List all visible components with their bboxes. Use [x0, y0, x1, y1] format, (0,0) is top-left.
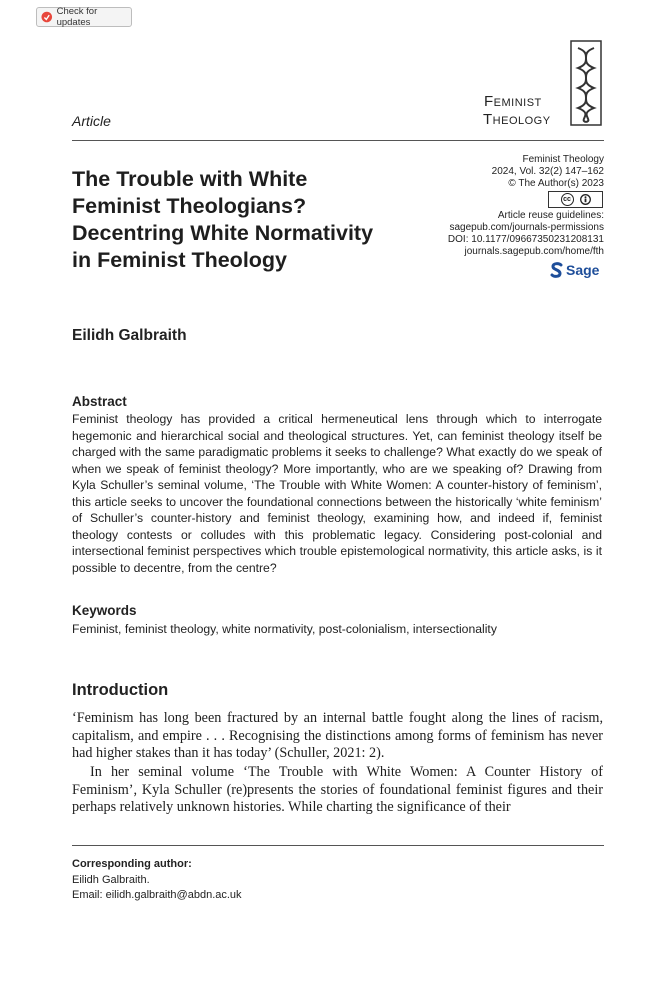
journal-name: Feminist Theology — [522, 154, 604, 165]
abstract-heading: Abstract — [72, 394, 127, 409]
cc-icon: cc — [561, 193, 574, 206]
sage-logo-icon — [550, 262, 563, 278]
title-line: Feminist Theologians? — [72, 194, 307, 218]
keywords-heading: Keywords — [72, 603, 137, 618]
article-type-label: Article — [72, 113, 111, 129]
reuse-guidelines-link[interactable]: sagepub.com/journals-permissions — [449, 222, 604, 233]
update-badge-icon — [41, 11, 53, 23]
journal-logo-line2: Theology — [483, 111, 551, 128]
journal-volume: 2024, Vol. 32(2) 147–162 — [491, 166, 604, 177]
journal-logo-line1: Feminist — [484, 93, 542, 110]
introduction-heading: Introduction — [72, 681, 169, 699]
introduction-paragraph: In her seminal volume ‘The Trouble with White Women: A Counter History of Feminism’, Kyla Schuller (re)presents the stories of foundational feminist figures and their perhaps relatively unknown histories. While charting the significance of their — [72, 764, 603, 816]
header-divider — [72, 140, 604, 141]
corresponding-author-heading: Corresponding author: — [72, 858, 192, 870]
title-line: The Trouble with White — [72, 167, 308, 191]
corresponding-author-name: Eilidh Galbraith. — [72, 874, 150, 886]
creative-commons-badge — [548, 191, 603, 208]
footer-divider — [72, 845, 604, 846]
journal-logo-knot-icon — [570, 40, 602, 126]
copyright-notice: © The Author(s) 2023 — [508, 178, 604, 189]
reuse-guidelines-label: Article reuse guidelines: — [497, 210, 604, 221]
sage-logo-text: Sage — [566, 262, 600, 278]
keywords-text: Feminist, feminist theology, white normativity, post-colonialism, intersectionality — [72, 622, 497, 636]
doi-link[interactable]: DOI: 10.1177/09667350231208131 — [447, 234, 604, 245]
check-for-updates-label: Check for updates — [56, 6, 98, 28]
journal-home-link[interactable]: journals.sagepub.com/home/fth — [464, 246, 604, 257]
author-name: Eilidh Galbraith — [72, 327, 187, 344]
corresponding-author-email[interactable]: Email: eilidh.galbraith@abdn.ac.uk — [72, 889, 242, 901]
attribution-icon — [580, 194, 591, 205]
title-line: in Feminist Theology — [72, 248, 288, 272]
sage-logo — [550, 262, 599, 278]
title-line: Decentring White Normativity — [72, 221, 374, 245]
article-title — [72, 166, 442, 274]
epigraph-quote: ‘Feminism has long been fractured by an internal battle fought along the lines of racism, capitalism, and empire . . . Recognising the distinctions among forms of feminism has never had higher stakes than it has today’ (Schuller, 2021: 2). — [72, 710, 603, 762]
abstract-text: Feminist theology has provided a critical hermeneutical lens through which to interrogate hegemonic and hierarchical social and theological structures. Yet, can feminist theology itself be charged with the same paradigmatic problems it seeks to challenge? What exactly do we speak of when we speak of feminist theology? More importantly, who are we speaking of? Drawing from Kyla Schuller’s seminal volume, ‘The Trouble with White Women: A counter-history of feminism’, this article seeks to uncover the foundational connections between the historically ‘white feminism’ of Schuller’s counter-history and feminist theology, examining how, and indeed if, feminist theology contests or colludes with this problematic legacy. Considering post-colonial and intersectional feminist perspectives which trouble epistemological normativity, this article asks, is it possible to decentre, from the centre? — [72, 412, 602, 575]
check-for-updates-button[interactable] — [36, 7, 132, 27]
